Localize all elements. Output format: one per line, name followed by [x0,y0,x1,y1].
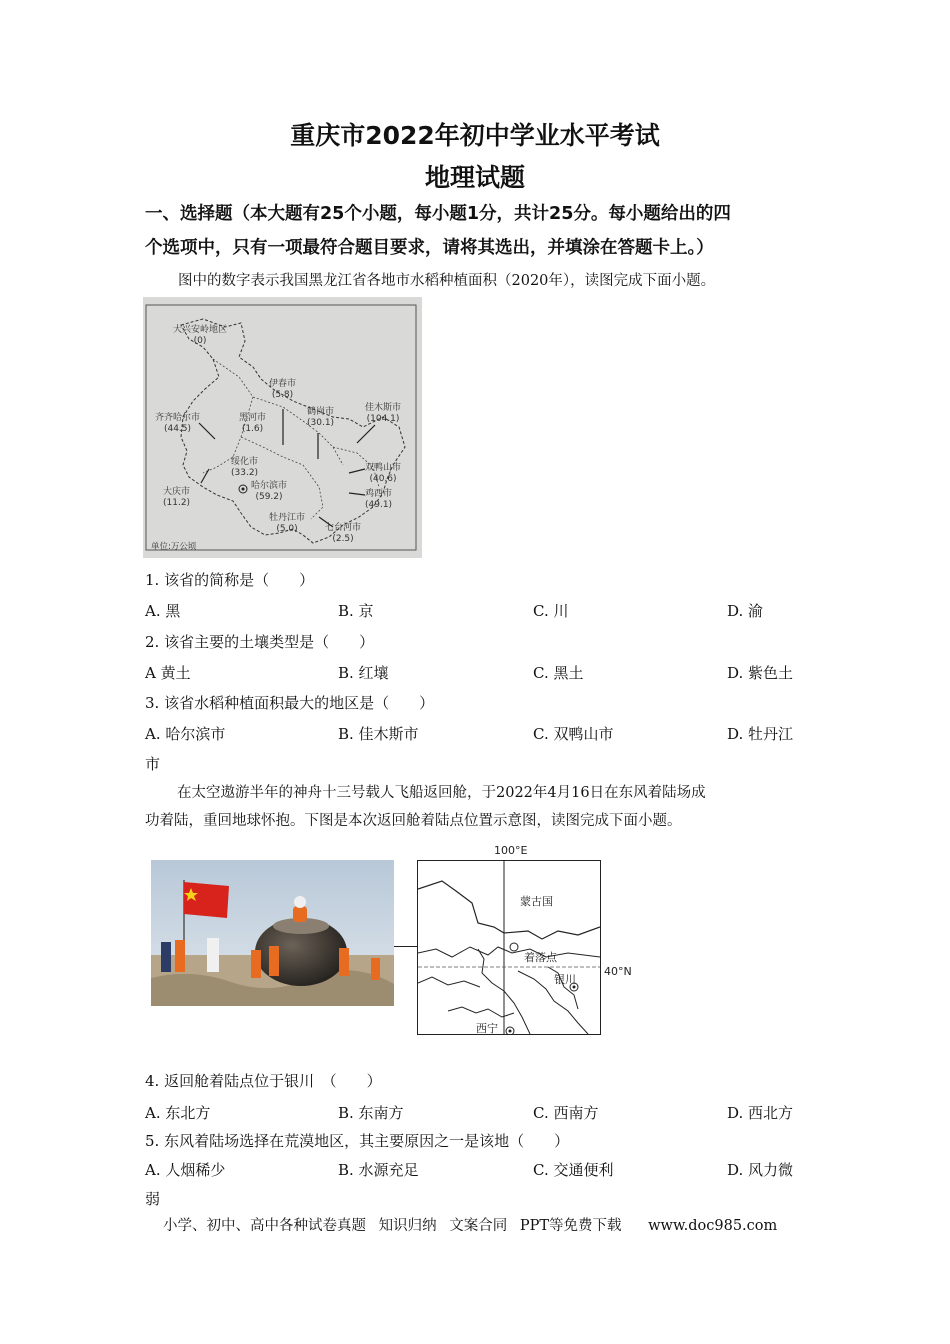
label-shuangyashan: 双鸭山市 (40.6) [365,463,402,484]
label-qitaihe: 七台河市 (2.5) [325,523,362,544]
label-mudanjiang: 牡丹江市 (5.0) [269,513,306,534]
exam-subtitle: 地理试题 [424,163,525,192]
landing-map-lines [418,861,600,1034]
intro-paragraph-2-line2: 功着陆，重回地球怀抱。下图是本次返回舱着陆点位置示意图，读图完成下面小题。 [145,813,682,829]
map-unit-label: 单位:万公顷 [151,542,197,552]
section-heading-line1: 一、选择题（本大题有25个小题，每小题1分，共计25分。每小题给出的四 [145,204,731,224]
xining-label: 西宁 [476,1022,498,1035]
landing-point-label: 着落点 [524,951,557,964]
q1-option-d: D. 渝 [727,602,764,620]
q4-option-b: B. 东南方 [338,1104,404,1122]
label-jixi: 鸡西市 (49.1) [365,489,393,510]
q2-option-a: A 黄土 [145,664,191,682]
question-3: 3. 该省水稻种植面积最大的地区是（ ） [145,694,435,712]
question-1: 1. 该省的简称是（ ） [145,571,315,589]
section-heading-line2: 个选项中，只有一项最符合题目要求，请将其选出，并填涂在答题卡上。） [145,238,714,258]
q1-option-a: A. 黑 [145,602,181,620]
page-footer [163,1214,785,1235]
question-4: 4. 返回舱着陆点位于银川 （ ） [145,1072,382,1090]
question-5: 5. 东风着陆场选择在荒漠地区，其主要原因之一是该地（ ） [145,1132,570,1150]
q2-option-b: B. 红壤 [338,664,389,682]
return-capsule-photo [151,860,394,1006]
footer-item-3: 文案合同 [449,1218,508,1234]
landing-site-map [417,860,601,1035]
intro-paragraph-1: 图中的数字表示我国黑龙江省各地市水稻种植面积（2020年），读图完成下面小题。 [178,273,716,289]
footer-item-2: 知识归纳 [378,1218,437,1234]
label-hegang: 鹤岗市 (30.1) [307,407,335,428]
q5-option-d-wrap: 弱 [145,1190,161,1208]
q1-option-c: C. 川 [533,602,569,620]
heilongjiang-rice-map [143,297,422,558]
q2-option-d: D. 紫色土 [727,664,794,682]
q3-option-c: C. 双鸭山市 [533,725,614,743]
intro-paragraph-2-line1: 在太空遨游半年的神舟十三号载人飞船返回舱，于2022年4月16日在东风着陆场成 [177,785,706,801]
q5-option-d: D. 风力微 [727,1161,794,1179]
longitude-label: 100°E [494,844,528,857]
q4-option-c: C. 西南方 [533,1104,599,1122]
q1-option-b: B. 京 [338,602,374,620]
label-suihua: 绥化市 (33.2) [231,457,259,478]
footer-item-4: PPT等免费下载 [519,1218,622,1234]
label-yichun: 伊春市 (5.8) [269,379,297,400]
label-qiqihar: 齐齐哈尔市 (44.5) [155,413,201,434]
q5-option-a: A. 人烟稀少 [145,1161,226,1179]
question-2: 2. 该省主要的土壤类型是（ ） [145,633,375,651]
footer-site-link[interactable]: www.doc985.com [648,1218,778,1234]
q2-option-c: C. 黑土 [533,664,584,682]
q3-option-a: A. 哈尔滨市 [145,725,226,743]
label-jiamusi: 佳木斯市 (104.1) [365,403,402,424]
q3-option-b: B. 佳木斯市 [338,725,419,743]
label-daxinganling: 大兴安岭地区 (0) [173,325,228,346]
mongolia-label: 蒙古国 [520,895,553,908]
label-harbin: 哈尔滨市 (59.2) [251,481,288,502]
label-heihe: 黑河市 (1.6) [239,413,267,434]
q5-option-b: B. 水源充足 [338,1161,419,1179]
q3-option-d-wrap: 市 [145,755,161,773]
label-daqing: 大庆市 (11.2) [163,487,191,508]
q4-option-d: D. 西北方 [727,1104,794,1122]
latitude-label: 40°N [604,965,632,978]
exam-title: 重庆市2022年初中学业水平考试 [290,121,660,150]
q5-option-c: C. 交通便利 [533,1161,614,1179]
q3-option-d: D. 牡丹江 [727,725,794,743]
footer-item-1: 小学、初中、高中各种试卷真题 [163,1218,366,1234]
yinchuan-label: 银川 [554,973,576,986]
q4-option-a: A. 东北方 [145,1104,211,1122]
capsule-photo-image [151,860,394,1006]
